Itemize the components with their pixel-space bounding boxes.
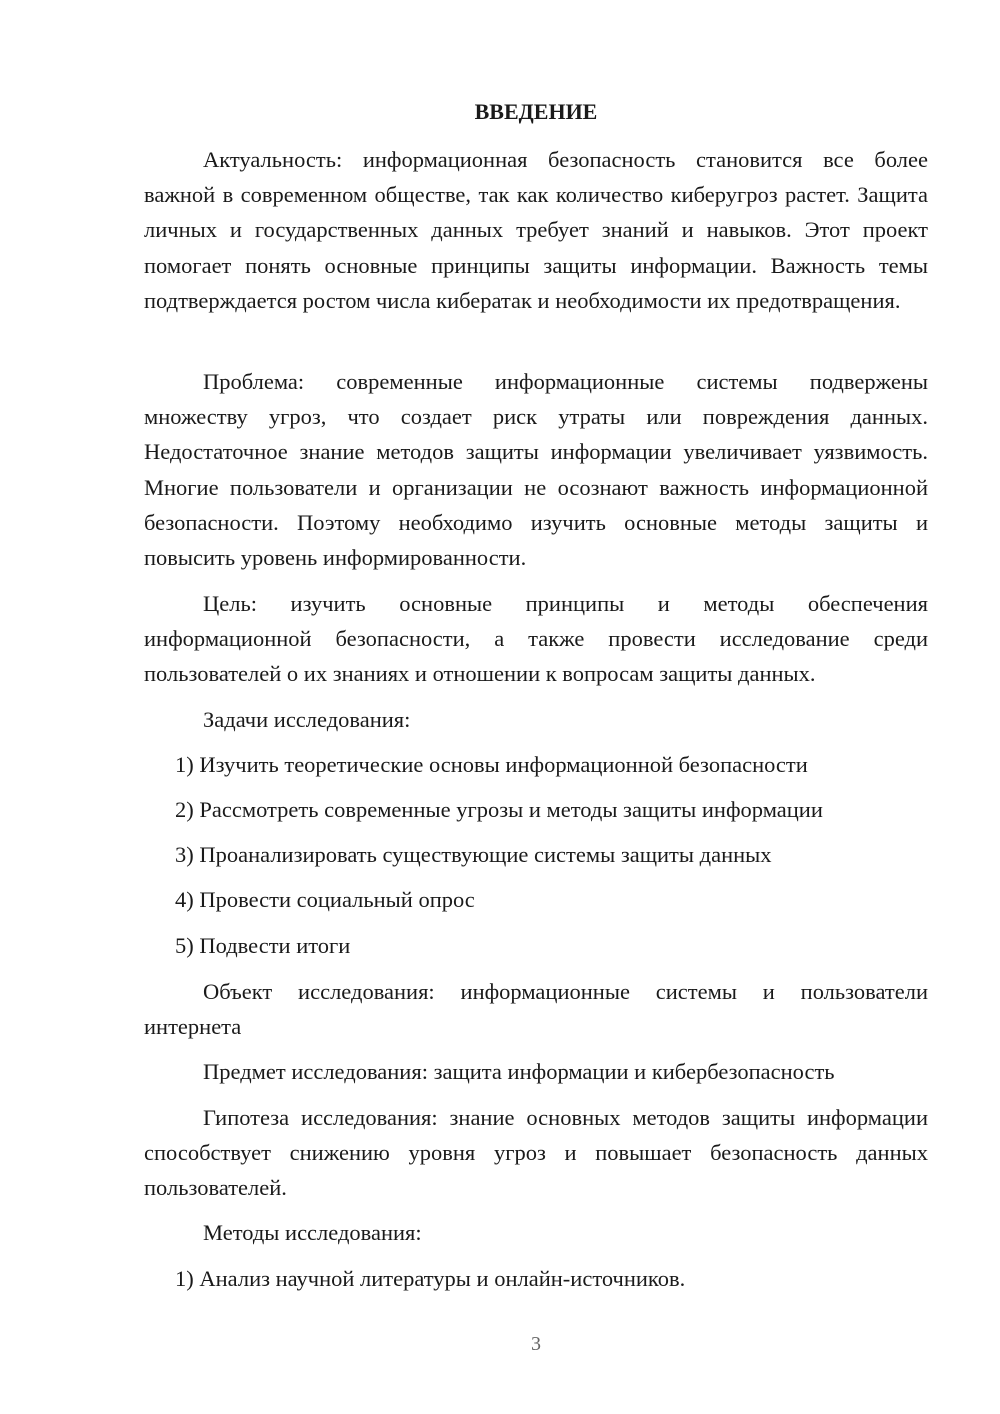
section-heading: ВВЕДЕНИЕ — [474, 99, 598, 124]
paragraph-hypothesis: Гипотеза исследования: знание основных методов защиты информации способствует снижению уровня угроз и повышает безопасность данных пользователей. — [144, 1105, 928, 1201]
task-item-3: 3) Проанализировать существующие системы защиты данных — [175, 842, 772, 867]
task-item-2: 2) Рассмотреть современные угрозы и методы защиты информации — [175, 797, 823, 822]
tasks-heading: Задачи исследования: — [203, 707, 411, 732]
page-number: 3 — [531, 1333, 541, 1355]
paragraph-problem: Проблема: современные информационные системы подвержены множеству угроз, что создает риск утраты или повреждения данных. Недостаточное знание методов защиты информации увеличивает уязвимость. Многие пользователи и организации не осознают важность информационной безопасности. Поэтому необходимо изучить основные методы защиты и повысить уровень информированности. — [144, 369, 928, 571]
paragraph-subject: Предмет исследования: защита информации и кибербезопасность — [203, 1059, 835, 1084]
method-item-1: 1) Анализ научной литературы и онлайн-источников. — [175, 1266, 686, 1291]
paragraph-goal: Цель: изучить основные принципы и методы обеспечения информационной безопасности, а также провести исследование среди пользователей о их знаниях и отношении к вопросам защиты данных. — [144, 591, 928, 687]
methods-heading: Методы исследования: — [203, 1220, 422, 1245]
task-item-5: 5) Подвести итоги — [175, 933, 351, 958]
paragraph-relevance: Актуальность: информационная безопасность становится все более важной в современном обществе, так как количество киберугроз растет. Защита личных и государственных данных требует знаний и навыков. Этот проект помогает понять основные принципы защиты информации. Важность темы подтверждается ростом числа кибератак и необходимости их предотвращения. — [144, 147, 928, 313]
task-item-4: 4) Провести социальный опрос — [175, 887, 475, 912]
task-item-1: 1) Изучить теоретические основы информационной безопасности — [175, 752, 808, 777]
paragraph-object: Объект исследования: информационные системы и пользователи интернета — [144, 979, 928, 1040]
